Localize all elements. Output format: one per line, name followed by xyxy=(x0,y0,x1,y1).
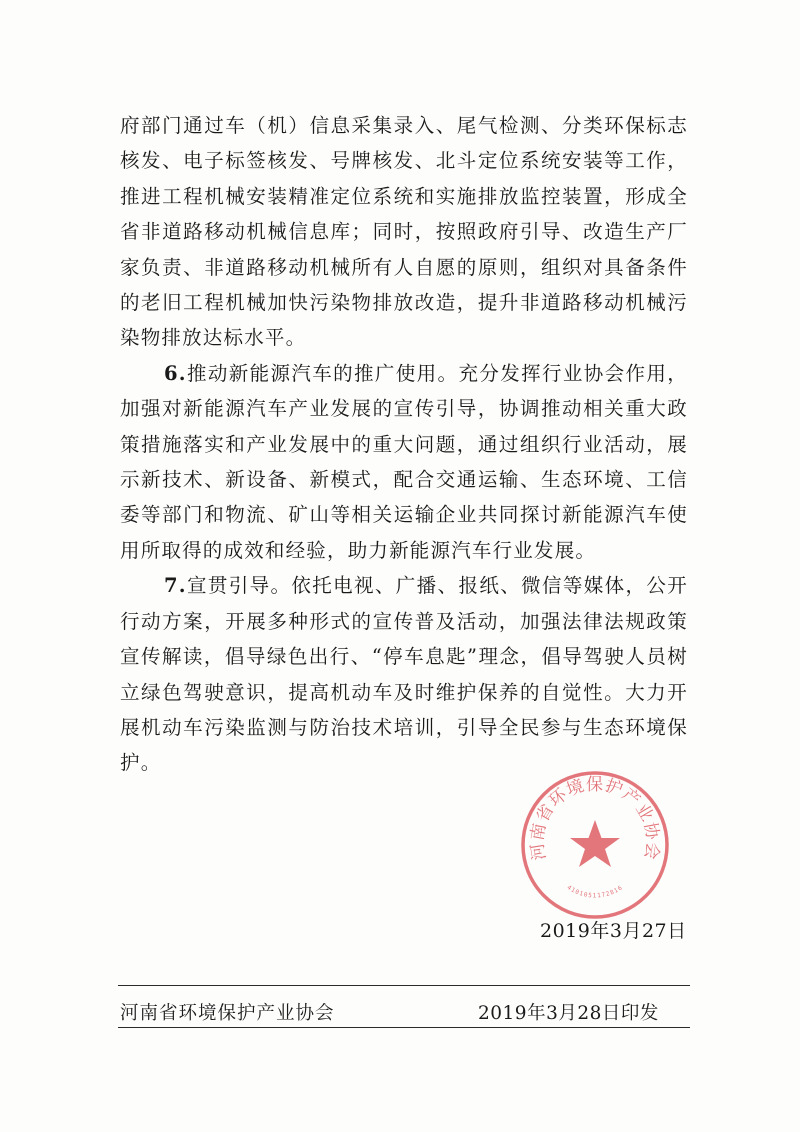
signature-date: 2019年3月27日 xyxy=(540,920,687,942)
paragraph-7-text: 宣贯引导。依托电视、广播、报纸、微信等媒体，公开行动方案，开展多种形式的宣传普及活动，加强法律法规政策宣传解读，倡导绿色出行、“停车息匙”理念，倡导驾驶人员树立绿色驾驶意识，提高机动车及时维护保养的自觉性。大力开展机动车污染监测与防治技术培训，引导全民参与生态环境保护。 xyxy=(120,574,688,775)
seal-code-text xyxy=(566,884,625,899)
footer-divider-top xyxy=(118,985,690,986)
footer-issuer: 河南省环境保护产业协会 xyxy=(120,1003,335,1024)
item-number-7: 7. xyxy=(164,574,187,598)
seal-star xyxy=(570,820,620,867)
paragraph-continued: 府部门通过车（机）信息采集录入、尾气检测、分类环保标志核发、电子标签核发、号牌核发、北斗定位系统安装等工作，推进工程机械安装精准定位系统和实施排放监控装置，形成全省非道路移动机械信息库；同时，按照政府引导、改造生产厂家负责、非道路移动机械所有人自愿的原则，组织对具备条件的老旧工程机械加快污染物排放改造，提升非道路移动机械污染物排放达标水平。 xyxy=(120,114,688,350)
footer-print-date: 2019年3月28日印发 xyxy=(478,1003,659,1024)
seal-org-text-path: 河南省环境保护产业协会 xyxy=(527,774,663,862)
item-number-6: 6. xyxy=(164,361,187,385)
paragraph-7 xyxy=(120,568,688,780)
seal-code-text-path: 4101051172816 xyxy=(565,884,625,900)
paragraph-6 xyxy=(120,356,688,568)
footer-divider-bottom xyxy=(118,1027,690,1028)
paragraph-6-text: 推动新能源汽车的推广使用。充分发挥行业协会作用，加强对新能源汽车产业发展的宣传引导，协调推动相关重大政策措施落实和产业发展中的重大问题，通过组织行业活动，展示新技术、新设备、新模式，配合交通运输、生态环境、工信委等部门和物流、矿山等相关运输企业共同探讨新能源汽车使用所取得的成效和经验，助力新能源汽车行业发展。 xyxy=(120,361,688,562)
official-seal-stamp xyxy=(518,768,672,922)
document-body xyxy=(120,108,688,781)
